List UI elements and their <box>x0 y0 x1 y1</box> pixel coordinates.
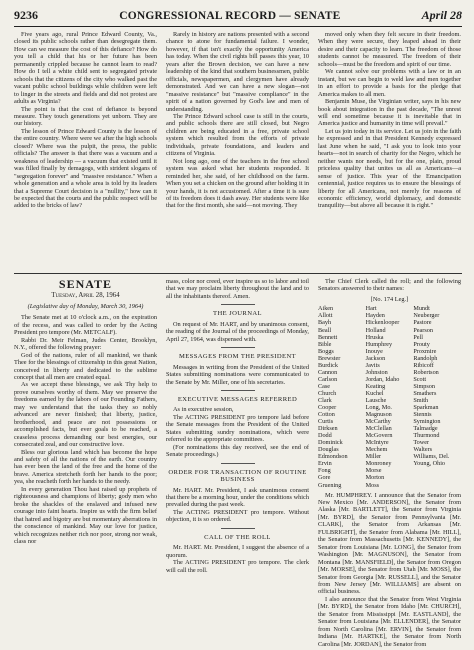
senator-name: Boggs <box>318 347 334 355</box>
prayer-paragraph: Bless our glorious land which has become the hope and safety of all the nations of the earth. Our country has ever been the land of the free and the home of the brave. America stretcheth forth her hands to the poor; yea, she reacheth forth her hands to the needy. <box>14 448 157 486</box>
prayer-paragraph: In every generation Thou hast raised up prophets of righteousness and champions of liberty; gody men who broke the shackles of the enslaved and infused new courage into faint hearts. Inspire us with the firm belief that hatred and bigotry are but momentary aberrations in the conscience of mankind. May our love for justice, which recognizes neither rich nor poor, strong nor weak, class nor <box>14 485 157 545</box>
paragraph: Mr. HART. Mr. President, I ask unanimous consent that there be a morning hour, under the conditions which prevailed during the past week. <box>166 486 309 509</box>
senator-name: Bayh <box>318 319 332 327</box>
senator-name: Holland <box>365 326 386 334</box>
bottom-column-3 <box>318 278 461 650</box>
paragraph: The ACTING PRESIDENT pro tempore. The clerk will call the roll. <box>166 559 309 574</box>
top-column-3 <box>318 31 461 271</box>
senator-name: Bible <box>318 340 332 348</box>
senator-name: Mechem <box>365 446 388 454</box>
senator-name: Lausche <box>365 396 387 404</box>
senator-name: McIntyre <box>365 439 389 447</box>
senate-heading: SENATE <box>58 277 113 291</box>
senator-name: Hickenlooper <box>365 319 400 327</box>
senator-name: Pearson <box>413 326 433 334</box>
page-number: 9236 <box>14 8 38 22</box>
paragraph: We cannot solve our problems with a law or in an instant, but we can begin to weld law and men together in an effort to provide a basis for the pledge that America makes to all men. <box>318 68 461 98</box>
senator-name: Moss <box>365 481 380 489</box>
bottom-columns <box>14 278 462 650</box>
senator-name: Pell <box>413 333 423 341</box>
senator-name: Dodd <box>318 432 332 440</box>
senator-name: Simpson <box>413 382 435 390</box>
senator-name: Kuchel <box>365 389 384 397</box>
senator-name: Walters <box>413 446 433 454</box>
senator-name: Young, Ohio <box>413 460 446 468</box>
paragraph: The lesson of Prince Edward County is the lesson of the entire country. Where were we after the high schools closed? Where was the pulpit, the press, the public officials? The answer is that there was a vacuum and a weakness of leadership — a vacuum that existed until it was filled finally by demagogs, with strident slogans of "segregation forever" and "massive resistance." When a whole generation and a whole area is told by its leaders that a Supreme Court decision is a "nullity," how can it be expected that the courts and the public respect will be added to the bricks of law? <box>14 127 157 210</box>
paragraph: The Chief Clerk called the roll; and the following Senators answered to their names: <box>318 278 461 293</box>
senator-name: Case <box>318 382 331 390</box>
senator-name: Ervin <box>318 460 332 468</box>
senator-name: Talmadge <box>413 425 438 433</box>
paragraph: Benjamin Muse, the Virginian writer, says in his new book about integration in the past decade, "The unrest will end sometime because it is inevitable that in America justice and humanity in time will prevail." <box>318 98 461 128</box>
senator-name: Long, Mo. <box>365 404 392 412</box>
senator-name: McCarthy <box>365 418 391 426</box>
senator-name: Robertson <box>413 368 439 376</box>
senator-name: Edmondson <box>318 453 348 461</box>
senator-name: Dirksen <box>318 425 338 433</box>
senator-name: Tower <box>413 439 430 447</box>
senator-name: Magnuson <box>365 411 392 419</box>
roll-caption: [No. 174 Leg.] <box>370 295 409 303</box>
order-heading: ORDER FOR TRANSACTION OF ROUTINE BUSINESS <box>168 468 307 484</box>
senator-name: Neuberger <box>413 312 440 320</box>
senator-name: Douglas <box>318 446 339 454</box>
senator-name: Hayden <box>365 312 385 320</box>
prayer-paragraph: As we accept these blessings, we ask Thy help to prove ourselves worthy of them. May we preserve the freedoms earned by the labors of our Founding Fathers, may we understand that the tasks they so nobly advanced are never finished; that liberty, justice, brotherhood, and peace are not possessions or accomplished facts, but ever goals to be reached, a ceaseless process demanding our best energies, our consecrated zeal, and our constructive love. <box>14 381 157 449</box>
senator-name: Monroney <box>365 460 392 468</box>
legislative-day: (Legislative day of Monday, March 30, 1964) <box>27 302 144 310</box>
senator-name: Brewster <box>318 354 341 362</box>
paragraph: mass, color nor creed, ever inspire us so to labor and toil that we may proclaim liberty throughout the land and to all the inhabitants thereof. Amen. <box>166 278 309 300</box>
senator-name: Hruska <box>365 333 384 341</box>
paragraph: moved only when they felt secure in their freedom. When they were secure, they leaped ahead in their desire and their capacity to learn. The freedom of those students cannot be measured. The freedom of their schools—must be the freedom and spirit of our time. <box>318 31 461 68</box>
paragraph: On request of Mr. HART, and by unanimous consent, the reading of the Journal of the proceedings of Monday, April 27, 1964, was dispensed with. <box>166 320 309 343</box>
session-dateline: Tuesday, April 28, 1964 <box>51 292 120 300</box>
bottom-column-1 <box>14 278 157 650</box>
page-date: April 28 <box>421 8 462 22</box>
senator-name: Aiken <box>318 305 334 313</box>
senator-name: Smathers <box>413 389 437 397</box>
senator-name: Morse <box>365 467 382 475</box>
senator-name: Hart <box>365 305 377 313</box>
senator-name: McClellan <box>365 425 392 433</box>
paragraph: The point is that the cost of defiance is beyond measure. They touch generations yet unborn. They are our history. <box>14 105 157 128</box>
top-column-1 <box>14 31 157 271</box>
divider <box>221 528 255 529</box>
senator-name: Cooper <box>318 404 337 412</box>
paragraph: Let us join today in its service. Let us join in the faith he expressed and in that President Kennedy expressed last June when he said, "I ask you to look into your hearts—not in search of charity for the Negro, which he neither wants nor needs, but for the one, plain, proud priceless quality that unites us all as Americans—a sense of justice. This year of the Emancipation centennial, justice requires us to ensure the blessings of liberty for all Americans, not merely for reasons of economic efficiency, world diplomacy, and domestic tranquility—but above all because it is right." <box>318 127 461 210</box>
paragraph: Mr. HART. Mr. President, I suggest the absence of a quorum. <box>166 544 309 559</box>
senator-name: Pastore <box>413 319 432 327</box>
roll-call-names <box>318 305 461 488</box>
senator-name: Burdick <box>318 361 338 369</box>
paragraph: The ACTING PRESIDENT pro tempore. Without objection, it is so ordered. <box>166 508 309 524</box>
senator-name: Miller <box>365 453 382 461</box>
page-title: CONGRESSIONAL RECORD — SENATE <box>119 10 341 22</box>
senator-name: Gore <box>318 474 331 482</box>
paragraph: (For nominations this day received, see the end of Senate proceedings.) <box>166 443 309 459</box>
senator-name: Ribicoff <box>413 361 434 369</box>
section-divider <box>14 273 462 274</box>
paragraph: Mr. HUMPHREY. I announce that the Senator from New Mexico [Mr. ANDERSON], the Senator from Alaska [Mr. BARTLETT], the Senator from Virginia [Mr. BYRD], the Senator from Pennsylvania [Mr. CLARK], the Senator from Arkansas [Mr. FULBRIGHT], the Senator from Alabama [Mr. HILL], the Senator from Massachusetts [Mr. KENNEDY], the Senator from Louisiana [Mr. LONG], the Senator from Washington [Mr. MAGNUSON], the Senator from Montana [Mr. MANSFIELD], the Senator from Oregon [Mr. MORSE], the Senator from Utah [Mr. MOSS], the Senator from Georgia [Mr. RUSSELL], and the Senator from New Jersey [Mr. WILLIAMS] are absent on official business. <box>318 491 461 596</box>
record-page <box>14 8 462 648</box>
senator-name: Williams, Del. <box>413 453 450 461</box>
senator-name: Allott <box>318 312 333 320</box>
senator-name: Inouye <box>365 347 383 355</box>
paragraph: As in executive session, <box>173 406 234 414</box>
senator-name: Bennett <box>318 333 338 341</box>
paragraph: The Prince Edward school case is still in the courts, and public schools there are still closed, but Negro children are being educated in a free, private school system which resulted from the efforts of private individuals, private foundations, and leaders and citizens of Virginia. <box>166 112 309 158</box>
paragraph: I also announce that the Senator from West Virginia [Mr. BYRD], the Senator from Idaho [Mr. CHURCH], the Senator from Mississippi [Mr. EASTLAND], the Senator from Louisiana [Mr. ELLENDER], the Senator from North Carolina [Mr. ERVIN], the Senator from Indiana [Mr. HARTKE], the Senator from North Carolina [Mr. JORDAN], the Senator from <box>318 595 461 648</box>
divider <box>221 390 255 391</box>
page-header <box>14 8 462 24</box>
prayer-paragraph: God of the nations, ruler of all mankind, we thank Thee for the blessings of citizenship in this great Nation, conceived in liberty and dedicated to the sublime concept that all men are created equal. <box>14 351 157 381</box>
paragraph: Rarely in history are nations presented with a second chance to atone for fundamental failure. I wonder, however, if that isn't exactly the opportunity America has today. When the civil rights bill passes this year, 10 years after the Brown decision, we can have a new leadership of the kind that southern businessmen, public officials, newspapermen, and clergymen have already demonstrated. And we can have a new slogan—not "massive resistance" but "massive compliance" in the spirit of a nation governed by God's law and men of understanding. <box>166 31 309 113</box>
senator-name: Proxmire <box>413 347 437 355</box>
senator-name: Fong <box>318 467 331 475</box>
senator-name: Scott <box>413 375 427 383</box>
paragraph: Not long ago, one of the teachers in the free school system was asked what her students responded. It reminded her, she said, of her childhood on the farm. When you set a chicken on the ground after holding it in your hands, it is not accustomed. After a time it is sure of its freedom does it dash away. Her students were like that for the first month, she said—not moving. They <box>166 157 309 210</box>
messages-heading: MESSAGES FROM THE PRESIDENT <box>178 353 297 361</box>
paragraph: Five years ago, rural Prince Edward County, Va., closed its public schools rather than desegregate them. How can we measure the cost of this defiance? How do you tell a child that his or her future has been permanently crippled because he cannot learn to read? How do I tell a white child sent to segregated private schools that the citizens of the city who walked past the vacant public school buildings while children were left to linger in the streets and fields and did not protest are adults as Virginia? <box>14 31 157 106</box>
journal-heading: THE JOURNAL <box>213 310 262 318</box>
senator-name: Smith <box>413 396 429 404</box>
senator-name: Morton <box>365 474 385 482</box>
senator-name: Clark <box>318 396 332 404</box>
senator-name: Beall <box>318 326 332 334</box>
senator-name: Keating <box>365 382 386 390</box>
executive-heading: EXECUTIVE MESSAGES REFERRED <box>177 395 298 403</box>
senator-name: Prouty <box>413 340 430 348</box>
senator-name: Curtis <box>318 418 334 426</box>
senator-name: Carlson <box>318 375 338 383</box>
senator-name: Cannon <box>318 368 338 376</box>
senator-name: McGovern <box>365 432 393 440</box>
top-columns <box>14 31 462 271</box>
paragraph: Rabbi Dr. Meir Felman, Judes Center, Brooklyn, N.Y., offered the following prayer: <box>14 336 157 352</box>
senator-name: Jordan, Idaho <box>365 375 400 383</box>
senator-name: Mundt <box>413 305 430 313</box>
names-column-1 <box>318 305 366 488</box>
top-column-2 <box>166 31 309 271</box>
divider <box>221 463 255 464</box>
call-heading: CALL OF THE ROLL <box>204 533 271 541</box>
divider <box>221 304 255 305</box>
senator-name: Johnston <box>365 368 388 376</box>
senator-name: Humphrey <box>365 340 393 348</box>
senator-name: Gruening <box>318 481 342 489</box>
header-rule <box>14 26 462 27</box>
divider <box>221 347 255 348</box>
paragraph: The Senate met at 10 o'clock a.m., on the expiration of the recess, and was called to order by the Acting President pro tempore (Mr. METCALF). <box>14 314 157 337</box>
senator-name: Javits <box>365 361 380 369</box>
senator-name: Cotton <box>318 411 335 419</box>
senator-name: Sparkman <box>413 404 439 412</box>
senator-name: Thurmond <box>413 432 440 440</box>
senator-name: Stennis <box>413 411 432 419</box>
names-column-3 <box>413 305 461 488</box>
paragraph: The ACTING PRESIDENT pro tempore laid before the Senate messages from the President of the United States submitting sundry nominations, which were referred to the appropriate committees. <box>166 413 309 444</box>
senator-name: Church <box>318 389 337 397</box>
senator-name: Symington <box>413 418 441 426</box>
senator-name: Dominick <box>318 439 343 447</box>
bottom-column-2 <box>166 278 309 650</box>
paragraph: Messages in writing from the President of the United States submitting nominations were communicated to the Senate by Mr. Miller, one of his secretaries. <box>166 363 309 386</box>
names-column-2 <box>366 305 414 488</box>
senator-name: Jackson <box>365 354 386 362</box>
senator-name: Randolph <box>413 354 438 362</box>
